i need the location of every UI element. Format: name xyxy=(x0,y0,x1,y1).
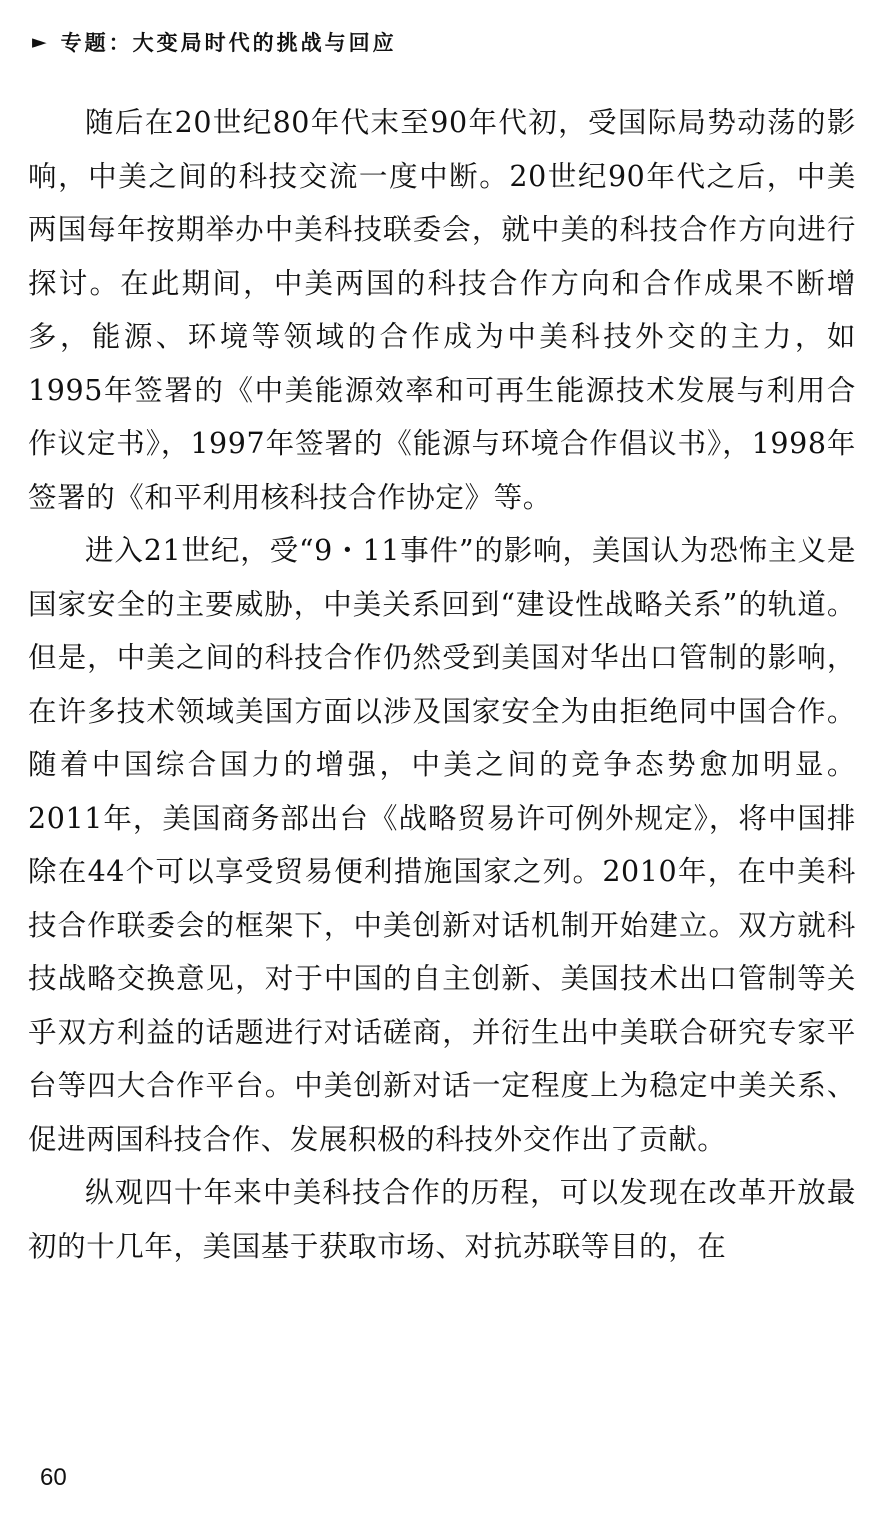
running-header-title: 专题：大变局时代的挑战与回应 xyxy=(60,31,397,55)
running-header xyxy=(32,26,397,58)
body-text xyxy=(28,96,856,1273)
paragraph-1: 随后在20世纪80年代末至90年代初，受国际局势动荡的影响，中美之间的科技交流一度中断。20世纪90年代之后，中美两国每年按期举办中美科技联委会，就中美的科技合作方向进行探讨。在此期间，中美两国的科技合作方向和合作成果不断增多，能源、环境等领域的合作成为中美科技外交的主力，如1995年签署的《中美能源效率和可再生能源技术发展与利用合作议定书》，1997年签署的《能源与环境合作倡议书》，1998年签署的《和平利用核科技合作协定》等。 xyxy=(28,106,856,514)
page-number: 60 xyxy=(40,1464,67,1491)
triangle-arrow-icon: ► xyxy=(32,31,47,53)
paragraph-3: 纵观四十年来中美科技合作的历程，可以发现在改革开放最初的十几年，美国基于获取市场、对抗苏联等目的，在 xyxy=(28,1176,856,1263)
paragraph-2: 进入21世纪，受“9・11事件”的影响，美国认为恐怖主义是国家安全的主要威胁，中美关系回到“建设性战略关系”的轨道。但是，中美之间的科技合作仍然受到美国对华出口管制的影响，在许多技术领域美国方面以涉及国家安全为由拒绝同中国合作。随着中国综合国力的增强，中美之间的竞争态势愈加明显。2011年，美国商务部出台《战略贸易许可例外规定》，将中国排除在44个可以享受贸易便利措施国家之列。2010年，在中美科技合作联委会的框架下，中美创新对话机制开始建立。双方就科技战略交换意见，对于中国的自主创新、美国技术出口管制等关乎双方利益的话题进行对话磋商，并衍生出中美联合研究专家平台等四大合作平台。中美创新对话一定程度上为稳定中美关系、促进两国科技合作、发展积极的科技外交作出了贡献。 xyxy=(28,534,856,1156)
